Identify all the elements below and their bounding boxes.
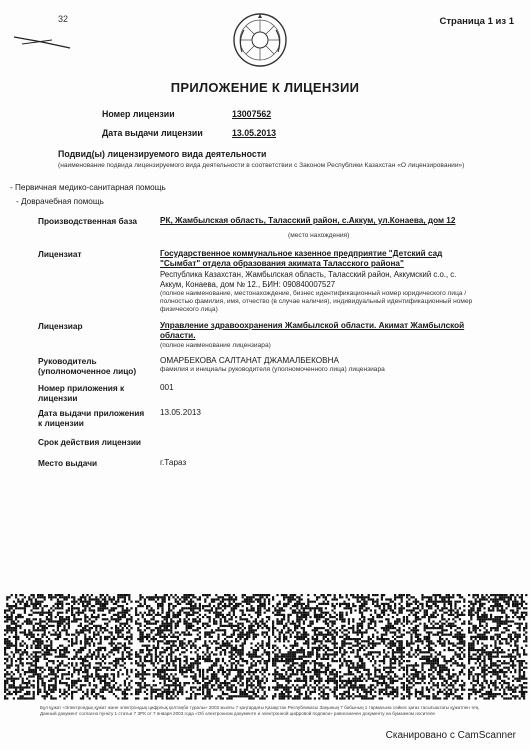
license-number-value: 13007562	[232, 109, 272, 119]
footer-line-kz: Бұл құжат «Электрондық құжат және электрондық цифрлық қолтаңба туралы» 2003 жылғы 7 қаңтардағы Қазақстан Республикасы Заңының 7 бабының 1 тармағына сәйкес қағаз тасығыштағы құжатпен тең.	[40, 705, 480, 710]
license-date-label: Дата выдачи лицензии	[102, 128, 203, 138]
place-label: Место выдачи	[38, 458, 98, 468]
licensee-note-line3: физического лица)	[160, 306, 218, 313]
licensee-label: Лицензиат	[38, 249, 82, 259]
head-label-line2: (уполномоченное лицо)	[38, 366, 137, 376]
footer-legal	[40, 705, 510, 716]
place-value: г.Тараз	[160, 458, 187, 467]
camscanner-watermark: Сканировано с CamScanner	[385, 730, 516, 741]
appendix-number-label-line2: лицензии	[38, 393, 78, 403]
appendix-number-label-line1: Номер приложения к	[38, 383, 125, 393]
licensee-address-line2: Аккум, Конаева, дом № 12., БИН: 090840007527	[160, 280, 336, 289]
production-base-label: Производственная база	[38, 216, 137, 226]
corner-number: 32	[58, 14, 69, 24]
barcode-block	[406, 594, 465, 700]
licensor-note: (полное наименование лицензиара)	[160, 342, 271, 349]
barcode-block	[468, 594, 527, 700]
barcode-block	[202, 594, 270, 700]
handwritten-mark	[12, 34, 72, 50]
page-counter: Страница 1 из 1	[439, 16, 514, 27]
subtype-item: - Доврачебная помощь	[16, 197, 104, 206]
licensee-note-line2: полностью фамилия, имя, отчество (в случае наличия), индивидуальный идентификационный номер	[160, 298, 473, 305]
barcode-strip	[0, 592, 530, 702]
licensee-name-line2: "Сымбат" отдела образования акимата Таласского района"	[160, 259, 404, 268]
licensee-note-line1: (полное наименование, местонахождение, бизнес идентификационный номер юридического лица /	[160, 290, 467, 297]
appendix-number-value: 001	[160, 383, 174, 392]
licensor-value-line2: области.	[160, 331, 196, 340]
head-note: фамилия и инициалы руководителя (уполномоченного лица) лицензиара	[160, 366, 385, 373]
license-number-label: Номер лицензии	[102, 109, 175, 119]
barcode-block	[339, 594, 405, 700]
barcode-block	[71, 594, 133, 700]
barcode-block	[272, 594, 338, 700]
licensor-label: Лицензиар	[38, 321, 83, 331]
footer-line-ru: Данный документ согласно пункту 1 статьи 7 ЗРК от 7 января 2003 года «Об электронном документе и электронной цифровой подписи» равнозначен документу на бумажном носителе.	[40, 710, 437, 716]
production-base-note: (место нахождения)	[288, 232, 350, 239]
appendix-date-value: 13.05.2013	[160, 408, 201, 417]
head-label-line1: Руководитель	[38, 356, 97, 366]
state-emblem-icon	[232, 12, 288, 68]
subtypes-heading: Подвид(ы) лицензируемого вида деятельности	[58, 149, 267, 159]
licensor-value-line1: Управление здравоохранения Жамбылской области. Акимат Жамбылской	[160, 321, 465, 330]
head-value: ОМАРБЕКОВА САЛТАНАТ ДЖАМАЛБЕКОВНА	[160, 356, 339, 365]
subtype-item: - Первичная медико-санитарная помощь	[10, 183, 166, 192]
production-base-value: РК, Жамбылская область, Таласский район, с.Аккум, ул.Конаева, дом 12	[160, 216, 456, 225]
validity-label: Срок действия лицензии	[38, 437, 142, 447]
barcode-image	[0, 592, 530, 702]
license-date-value: 13.05.2013	[232, 128, 277, 138]
barcode-block	[4, 594, 70, 700]
licensee-address-line1: Республика Казахстан, Жамбылская область, Таласский район, Аккумский с.о., с.	[160, 270, 457, 279]
appendix-date-label-line2: к лицензии	[38, 418, 84, 428]
appendix-date-label-line1: Дата выдачи приложения	[38, 408, 145, 418]
page-title: ПРИЛОЖЕНИЕ К ЛИЦЕНЗИИ	[170, 80, 360, 95]
subtypes-note: (наименование подвида лицензируемого вида деятельности в соответствии с Законом Республики Казахстан «О лицензировании»)	[58, 162, 465, 169]
licensee-name-line1: Государственное коммунальное казенное предприятие "Детский сад	[160, 249, 443, 258]
barcode-block	[135, 594, 201, 700]
